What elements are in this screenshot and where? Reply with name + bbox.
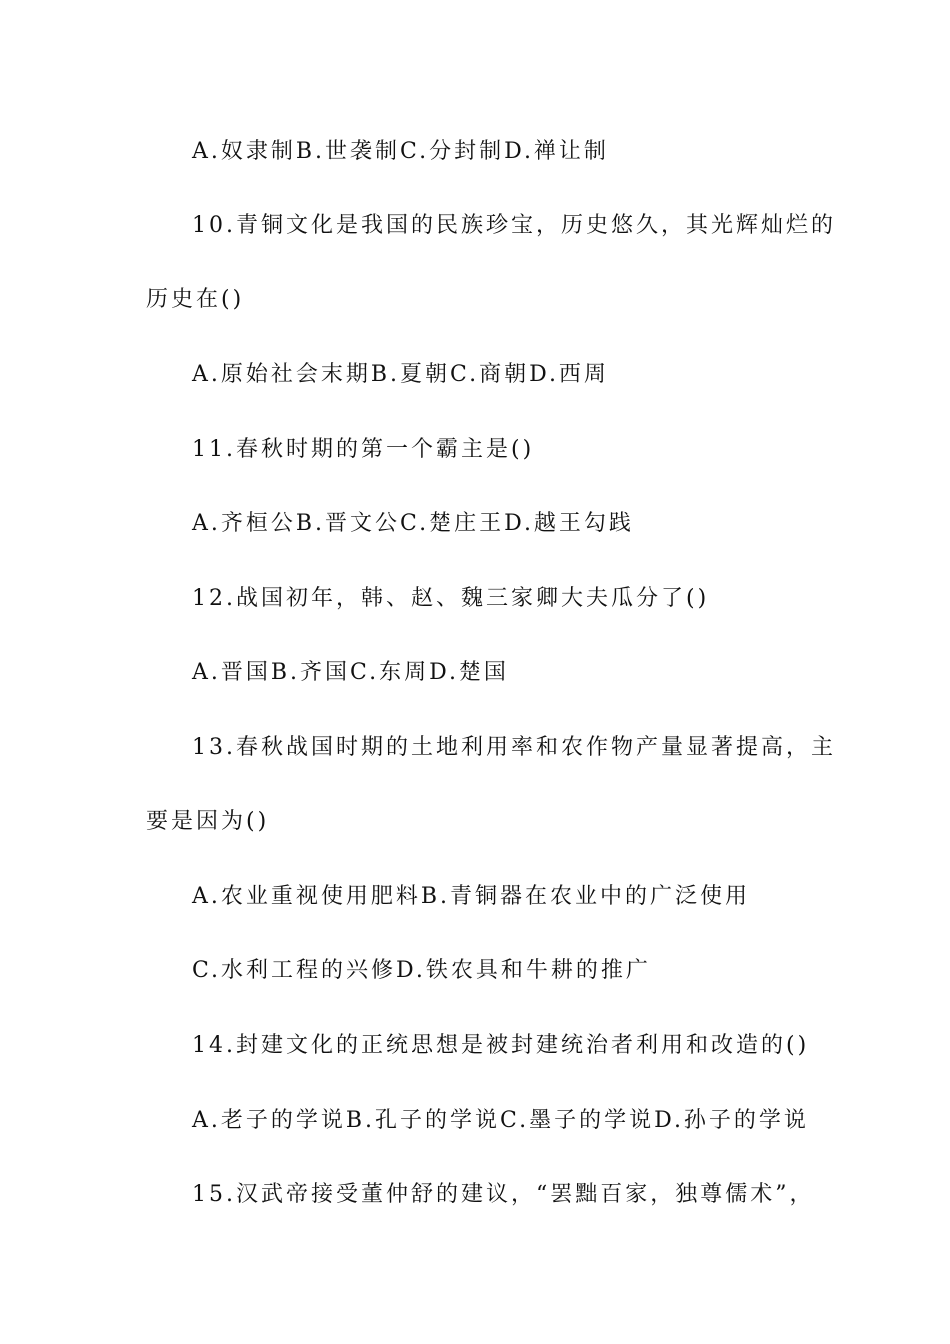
q10-question-line2: 历史在() <box>146 287 245 312</box>
q14-question: 14.封建文化的正统思想是被封建统治者利用和改造的() <box>192 1033 810 1058</box>
q10-options: A.原始社会末期B.夏朝C.商朝D.西周 <box>192 362 609 387</box>
q13-options-line2: C.水利工程的兴修D.铁农具和牛耕的推广 <box>192 958 651 983</box>
q15-question-line1: 15.汉武帝接受董仲舒的建议，“罢黜百家，独尊儒术”， <box>192 1182 815 1207</box>
q11-question: 11.春秋时期的第一个霸主是() <box>192 437 535 462</box>
q13-question-line1: 13.春秋战国时期的土地利用率和农作物产量显著提高，主 <box>192 735 836 760</box>
q9-options: A.奴隶制B.世袭制C.分封制D.禅让制 <box>192 139 609 164</box>
q13-options-line1: A.农业重视使用肥料B.青铜器在农业中的广泛使用 <box>192 884 751 909</box>
q13-question-line2: 要是因为() <box>146 809 270 834</box>
q14-options: A.老子的学说B.孔子的学说C.墨子的学说D.孙子的学说 <box>192 1108 809 1133</box>
q10-question-line1: 10.青铜文化是我国的民族珍宝，历史悠久，其光辉灿烂的 <box>192 213 836 238</box>
q11-options: A.齐桓公B.晋文公C.楚庄王D.越王勾践 <box>192 511 634 536</box>
q12-options: A.晋国B.齐国C.东周D.楚国 <box>192 660 509 685</box>
q12-question: 12.战国初年，韩、赵、魏三家卿大夫瓜分了() <box>192 586 710 611</box>
